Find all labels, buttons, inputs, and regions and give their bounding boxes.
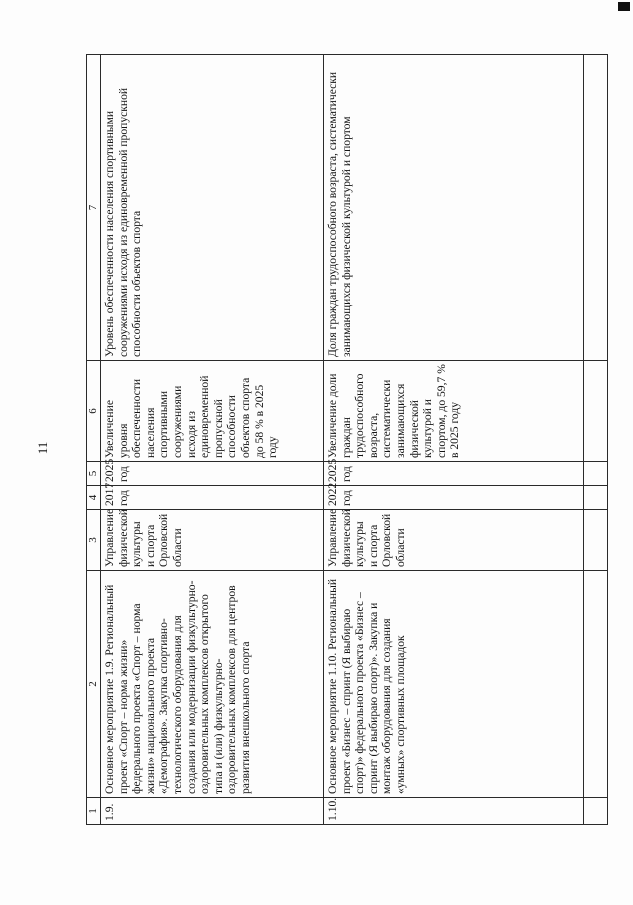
row-number: 1.10. <box>324 798 584 825</box>
blank-cell <box>584 510 608 571</box>
blank-cell <box>584 486 608 510</box>
header-col-3: 3 <box>87 510 101 571</box>
header-row <box>87 55 101 825</box>
row-number: 1.9. <box>101 798 324 825</box>
header-col-4: 4 <box>87 486 101 510</box>
event-description: Основное мероприятие 1.10. Региональный проект «Бизнес – спринт (Я выбираю спорт)» федерального проекта «Бизнес – спринт (Я выбираю спорт)». Закупка и монтаж оборудования для создания «умных» спортивных площадок <box>324 571 584 798</box>
executor: Управление физической культуры и спорта Орловской области <box>324 510 584 571</box>
program-events-table <box>86 54 608 825</box>
indicator: Уровень обеспеченности населения спортивными сооружениями исходя из единовременной пропускной способности объектов спорта <box>101 55 324 361</box>
event-description: Основное мероприятие 1.9. Региональный проект «Спорт – норма жизни» федерального проекта «Спорт – норма жизни» национального проекта «Демография». Закупка спортивно-технологического оборудования для создания или модернизации физкультурно-оздоровительных комплексов открытого типа и (или) физкультурно-оздоровительных комплексов для центров развития внешкольного спорта <box>101 571 324 798</box>
header-col-7: 7 <box>87 55 101 361</box>
executor: Управление физической культуры и спорта Орловской области <box>101 510 324 571</box>
end-year: 2025 год <box>324 462 584 486</box>
table-row <box>324 55 584 825</box>
blank-cell <box>584 571 608 798</box>
indicator: Доля граждан трудоспособного возраста, систематически занимающихся физической культурой и спортом <box>324 55 584 361</box>
blank-cell <box>584 361 608 462</box>
header-col-2: 2 <box>87 571 101 798</box>
start-year: 2022 год <box>324 486 584 510</box>
rotated-table-container <box>86 55 604 825</box>
expected-result: Увеличение уровня обеспеченности населения спортивными сооружениями исходя из единовременной пропускной способности объектов спорта до 58 % в 2025 году <box>101 361 324 462</box>
header-col-6: 6 <box>87 361 101 462</box>
page-number: 11 <box>35 441 50 455</box>
header-col-1: 1 <box>87 798 101 825</box>
end-year: 2025 год <box>101 462 324 486</box>
start-year: 2017 год <box>101 486 324 510</box>
expected-result: Увеличение доли граждан трудоспособного возраста, систематически занимающихся физической культурой и спортом, до 59,7 % в 2025 году <box>324 361 584 462</box>
blank-cell <box>584 55 608 361</box>
blank-cell <box>584 462 608 486</box>
blank-cell <box>584 798 608 825</box>
header-col-5: 5 <box>87 462 101 486</box>
scan-mark <box>618 2 630 11</box>
table-row <box>101 55 324 825</box>
blank-row <box>584 55 608 825</box>
